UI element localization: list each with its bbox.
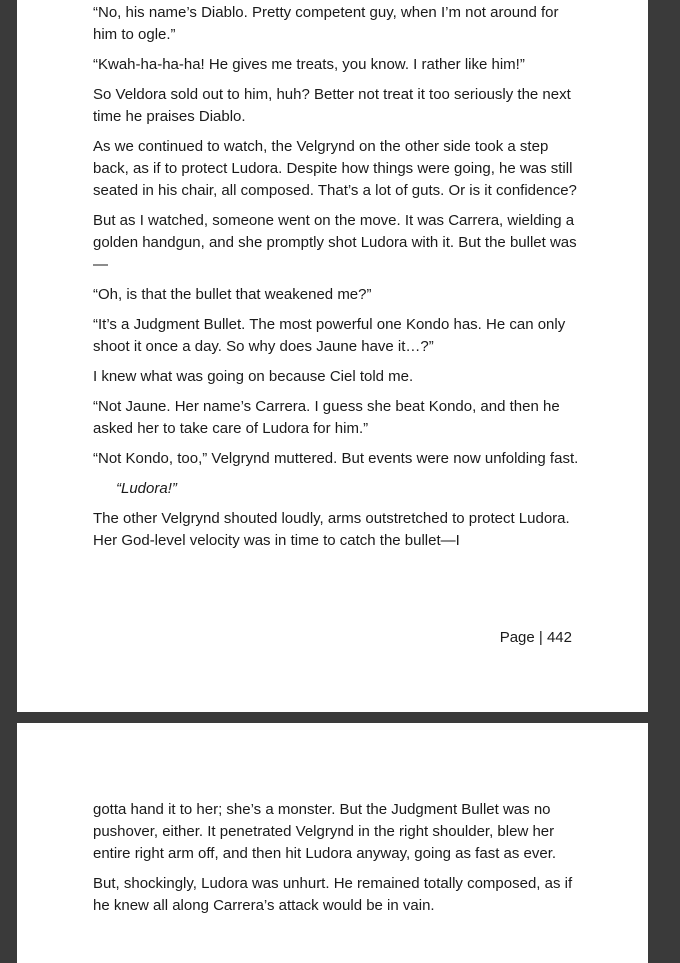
paragraph: “Not Jaune. Her name’s Carrera. I guess she beat Kondo, and then he asked her to take care of Ludora for him.” — [93, 398, 560, 437]
paragraph: As we continued to watch, the Velgrynd on the other side took a step back, as if to protect Ludora. Despite how things were going, he was still seated in his chair, all composed. That’s a lot of guts. Or is it confidence? — [93, 138, 577, 199]
paragraph-italic: “Ludora!” — [116, 480, 177, 497]
page-number: Page | 442 — [499, 629, 572, 646]
document-page — [17, 723, 648, 963]
paragraph: “Not Kondo, too,” Velgrynd muttered. But events were now unfolding fast. — [93, 450, 579, 467]
paragraph: gotta hand it to her; she’s a monster. But the Judgment Bullet was no pushover, either. It penetrated Velgrynd in the right shoulder, blew her entire right arm off, and then hit Ludora anyway, going as fast as ever. — [93, 801, 557, 862]
paragraph: So Veldora sold out to him, huh? Better not treat it too seriously the next time he praises Diablo. — [93, 86, 571, 125]
paragraph: “Oh, is that the bullet that weakened me?” — [93, 286, 372, 303]
paragraph: I knew what was going on because Ciel told me. — [93, 368, 414, 385]
document-page — [17, 0, 648, 712]
page-body — [93, 799, 583, 925]
paragraph: “Kwah-ha-ha-ha! He gives me treats, you know. I rather like him!” — [93, 56, 525, 73]
paragraph: But as I watched, someone went on the move. It was Carrera, wielding a golden handgun, and she promptly shot Ludora with it. But the bullet was— — [93, 212, 577, 273]
paragraph: “It’s a Judgment Bullet. The most powerful one Kondo has. He can only shoot it once a day. So why does Jaune have it…?” — [93, 316, 566, 355]
paragraph: “No, his name’s Diablo. Pretty competent guy, when I’m not around for him to ogle.” — [93, 4, 559, 43]
paragraph: But, shockingly, Ludora was unhurt. He remained totally composed, as if he knew all along Carrera’s attack would be in vain. — [93, 875, 573, 914]
page-body — [93, 2, 583, 560]
paragraph: The other Velgrynd shouted loudly, arms outstretched to protect Ludora. Her God-level velocity was in time to catch the bullet—I — [93, 510, 570, 549]
